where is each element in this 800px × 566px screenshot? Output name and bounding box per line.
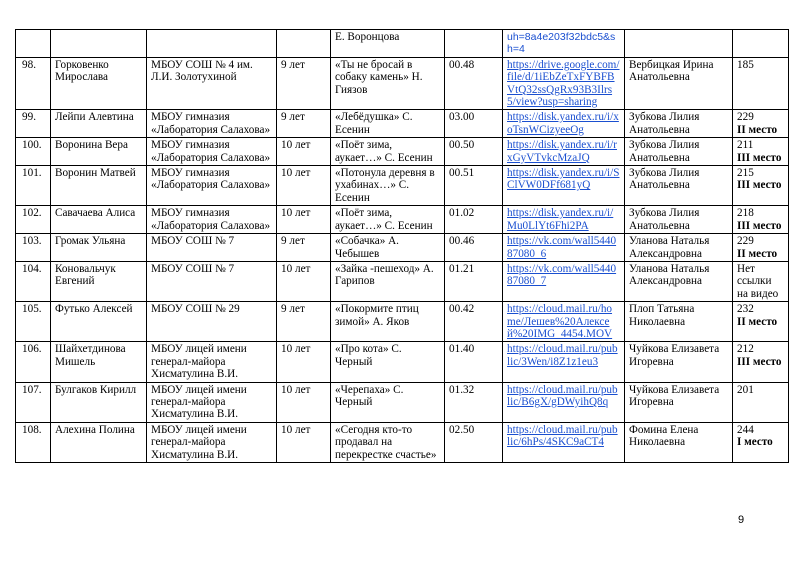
school-name: МБОУ гимназия «Лаборатория Салахова»	[147, 206, 277, 234]
teacher-name: Фомина Елена Николаевна	[625, 422, 733, 462]
participant-age: 10 лет	[277, 206, 331, 234]
table-row	[16, 382, 789, 422]
duration: 01.02	[445, 206, 503, 234]
place-award: II место	[737, 123, 778, 136]
duration: 01.32	[445, 382, 503, 422]
table-row	[16, 110, 789, 138]
work-title: «Черепаха» С. Черный	[331, 382, 445, 422]
participant-name: Воронин Матвей	[51, 166, 147, 206]
duration: 03.00	[445, 110, 503, 138]
work-title: «Лебёдушка» С. Есенин	[331, 110, 445, 138]
school-name: МБОУ СОШ № 7	[147, 234, 277, 262]
table-row	[16, 206, 789, 234]
score: 185	[737, 58, 754, 71]
video-link[interactable]: https://cloud.mail.ru/public/B6gX/gDWyihQ8q	[507, 383, 618, 408]
table-row	[16, 57, 789, 110]
school-name: МБОУ лицей имени генерал-майора Хисматулина В.И.	[147, 342, 277, 382]
place-award: I место	[737, 436, 773, 449]
participant-name: Лейпи Алевтина	[51, 110, 147, 138]
video-link[interactable]: uh=8a4e203f32bdc5&sh=4	[507, 31, 616, 56]
school-name: МБОУ лицей имени генерал-майора Хисматулина В.И.	[147, 422, 277, 462]
teacher-name: Чуйкова Елизавета Игоревна	[625, 382, 733, 422]
participant-name: Алехина Полина	[51, 422, 147, 462]
score: 211	[737, 139, 754, 152]
participant-name: Воронина Вера	[51, 138, 147, 166]
work-title: «Поёт зима, аукает…» С. Есенин	[331, 206, 445, 234]
table-row	[16, 138, 789, 166]
work-title: «Потонула деревня в ухабинах…» С. Есенин	[331, 166, 445, 206]
page-number: 9	[738, 514, 745, 526]
work-title: «Про кота» С. Черный	[331, 342, 445, 382]
school-name: МБОУ гимназия «Лаборатория Салахова»	[147, 166, 277, 206]
place-award: III место	[737, 219, 782, 232]
place-award: II место	[737, 247, 778, 260]
participant-name: Булгаков Кирилл	[51, 382, 147, 422]
video-link[interactable]: https://cloud.mail.ru/public/6hPs/4SKC9aCT4	[507, 423, 618, 449]
score: 232	[737, 303, 754, 316]
duration: 01.40	[445, 342, 503, 382]
video-link[interactable]: https://vk.com/wall544087080_7	[507, 262, 617, 288]
work-title: «Собачка» А. Чебышев	[331, 234, 445, 262]
video-link[interactable]: https://disk.yandex.ru/i/rxGyVTvkcMzaJQ	[507, 139, 618, 164]
row-number: 98.	[16, 57, 51, 110]
teacher-name: Зубкова Лилия Анатольевна	[625, 110, 733, 138]
participant-age: 10 лет	[277, 382, 331, 422]
participant-age: 9 лет	[277, 57, 331, 110]
participant-name: Горковенко Мирослава	[51, 57, 147, 110]
table-row	[16, 30, 789, 58]
work-title: «Ты не бросай в собаку камень» Н. Гиязов	[331, 57, 445, 110]
row-number: 104.	[16, 261, 51, 301]
teacher-name: Уланова Наталья Александровна	[625, 234, 733, 262]
video-link[interactable]: https://disk.yandex.ru/i/Mu0LlYt6Fhi2PA	[507, 207, 614, 232]
school-name: МБОУ СОШ № 7	[147, 261, 277, 301]
teacher-name: Вербицкая Ирина Анатольевна	[625, 57, 733, 110]
score: 212	[737, 343, 754, 356]
video-link[interactable]: https://cloud.mail.ru/public/3Wen/i8Z1z1eu3	[507, 343, 618, 368]
school-name: МБОУ лицей имени генерал-майора Хисматулина В.И.	[147, 382, 277, 422]
score: Нет ссылки на видео	[737, 262, 779, 300]
score: 215	[737, 167, 754, 180]
school-name: МБОУ гимназия «Лаборатория Салахова»	[147, 110, 277, 138]
duration: 00.51	[445, 166, 503, 206]
row-number: 101.	[16, 166, 51, 206]
teacher-name: Зубкова Лилия Анатольевна	[625, 166, 733, 206]
video-link[interactable]: https://drive.google.com/file/d/1iEbZeTxFYBFBVtQ32ssQgRx93B3Ilrs5/view?usp=sharing	[507, 58, 620, 109]
score: 244	[737, 423, 754, 436]
place-award: III место	[737, 179, 782, 192]
duration: 00.48	[445, 57, 503, 110]
score: 229	[737, 235, 754, 248]
place-award: II место	[737, 315, 778, 328]
work-cell: Е. Воронцова	[331, 30, 445, 58]
place-award: III место	[737, 355, 782, 368]
teacher-name: Чуйкова Елизавета Игоревна	[625, 342, 733, 382]
score: 229	[737, 111, 754, 124]
school-name: МБОУ гимназия «Лаборатория Салахова»	[147, 138, 277, 166]
participant-name: Коновальчук Евгений	[51, 261, 147, 301]
score: 218	[737, 207, 754, 220]
table-row	[16, 342, 789, 382]
score: 201	[737, 383, 754, 396]
duration: 00.42	[445, 302, 503, 342]
participant-age: 10 лет	[277, 342, 331, 382]
school-name: МБОУ СОШ № 4 им. Л.И. Золотухиной	[147, 57, 277, 110]
participant-age: 10 лет	[277, 422, 331, 462]
row-number: 99.	[16, 110, 51, 138]
participant-name: Савачаева Алиса	[51, 206, 147, 234]
work-title: «Сегодня кто-то продавал на перекрестке счастье»	[331, 422, 445, 462]
teacher-name: Зубкова Лилия Анатольевна	[625, 206, 733, 234]
teacher-name: Зубкова Лилия Анатольевна	[625, 138, 733, 166]
table-row	[16, 166, 789, 206]
participant-name: Громак Ульяна	[51, 234, 147, 262]
duration: 02.50	[445, 422, 503, 462]
table-row	[16, 422, 789, 462]
participant-age: 9 лет	[277, 302, 331, 342]
work-title: «Зайка -пешеход» А. Гарипов	[331, 261, 445, 301]
video-link[interactable]: https://disk.yandex.ru/i/xoTsnWCizyeeOg	[507, 111, 619, 136]
participant-age: 10 лет	[277, 138, 331, 166]
participants-table	[15, 29, 789, 463]
participant-age: 10 лет	[277, 166, 331, 206]
row-number: 108.	[16, 422, 51, 462]
work-title: «Поёт зима, аукает…» С. Есенин	[331, 138, 445, 166]
table-row	[16, 234, 789, 262]
row-number: 100.	[16, 138, 51, 166]
duration: 00.46	[445, 234, 503, 262]
row-number: 105.	[16, 302, 51, 342]
table-row	[16, 302, 789, 342]
participant-age: 10 лет	[277, 261, 331, 301]
row-number: 106.	[16, 342, 51, 382]
row-number: 107.	[16, 382, 51, 422]
participant-age: 9 лет	[277, 110, 331, 138]
work-title: «Покормите птиц зимой» А. Яков	[331, 302, 445, 342]
duration: 01.21	[445, 261, 503, 301]
participant-name: Футько Алексей	[51, 302, 147, 342]
video-link[interactable]: https://disk.yandex.ru/i/SClVW0DFf681yQ	[507, 167, 620, 192]
teacher-name: Плоп Татьяна Николаевна	[625, 302, 733, 342]
teacher-name: Уланова Наталья Александровна	[625, 261, 733, 301]
participant-name: Шайхетдинова Мишель	[51, 342, 147, 382]
duration: 00.50	[445, 138, 503, 166]
row-number: 102.	[16, 206, 51, 234]
table-row	[16, 261, 789, 301]
video-link[interactable]: https://cloud.mail.ru/home/Лешев%20Алексей%20IMG_4454.MOV	[507, 303, 613, 340]
place-award: III место	[737, 151, 782, 164]
row-number: 103.	[16, 234, 51, 262]
video-link[interactable]: https://vk.com/wall544087080_6	[507, 235, 617, 260]
participant-age: 9 лет	[277, 234, 331, 262]
school-name: МБОУ СОШ № 29	[147, 302, 277, 342]
